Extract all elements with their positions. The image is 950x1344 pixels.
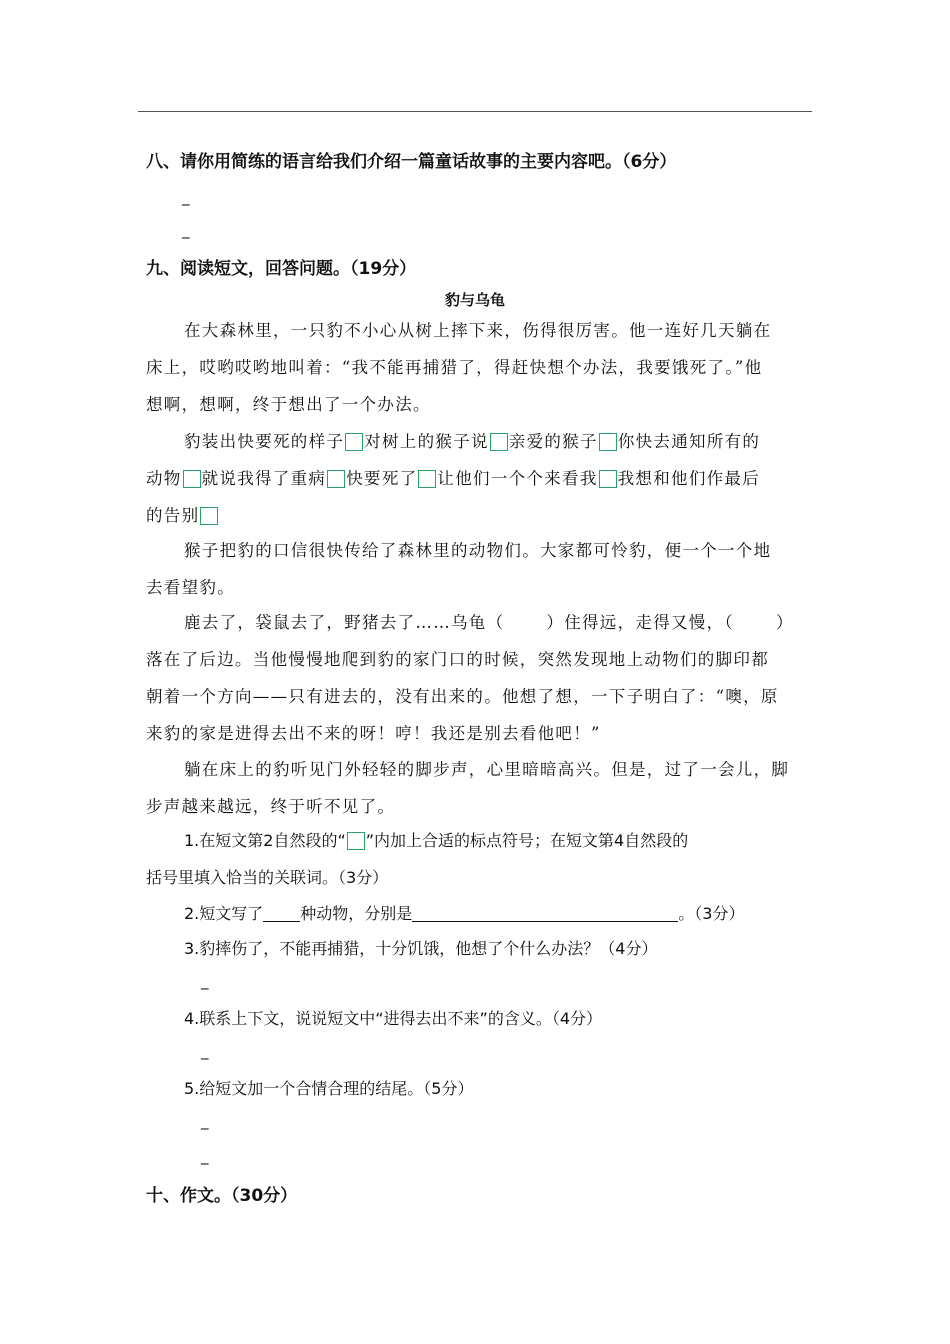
punctuation-box[interactable]: [418, 470, 436, 488]
question-text: 1.在短文第2自然段的“: [184, 831, 346, 850]
punctuation-box[interactable]: [490, 433, 508, 451]
paragraph-5-line-1: 躺在床上的豹听见门外轻轻的脚步声，心里暗暗高兴。但是，过了一会儿，脚: [184, 760, 790, 779]
question-text: ”内加上合适的标点符号；在短文第4自然段的: [365, 831, 689, 850]
punctuation-box-example: [347, 832, 365, 850]
paragraph-text: 鹿去了，袋鼠去了，野猪去了……乌龟（: [184, 613, 505, 632]
answer-line: _: [201, 972, 209, 990]
paragraph-text: 就说我得了重病: [201, 469, 327, 488]
paragraph-text: 亲爱的猴子: [508, 432, 598, 451]
answer-line: _: [201, 1112, 209, 1130]
paragraph-text: 动物: [146, 469, 182, 488]
punctuation-box[interactable]: [345, 433, 363, 451]
answer-line: _: [182, 188, 190, 206]
paragraph-1-line-3: 想啊，想啊，终于想出了一个办法。: [146, 395, 431, 414]
question-5: 5.给短文加一个合情合理的结尾。（5分）: [184, 1079, 474, 1098]
paragraph-text: 你快去通知所有的: [617, 432, 761, 451]
question-text: 2.短文写了: [184, 904, 264, 923]
question-1-line-2: 括号里填入恰当的关联词。（3分）: [146, 868, 389, 887]
punctuation-box[interactable]: [183, 470, 201, 488]
paragraph-3-line-1: 猴子把豹的口信很快传给了森林里的动物们。大家都可怜豹，便一个一个地: [184, 541, 772, 560]
paragraph-text: 对树上的猴子说: [364, 432, 489, 451]
question-4: 4.联系上下文，说说短文中“进得去出不来”的含义。（4分）: [184, 1009, 603, 1028]
punctuation-box[interactable]: [599, 433, 617, 451]
answer-line: _: [201, 1147, 209, 1165]
paragraph-1-line-1: 在大森林里，一只豹不小心从树上摔下来，伤得很厉害。他一连好几天躺在: [184, 321, 772, 340]
paragraph-2-line-1: [184, 423, 760, 460]
question-1-line-1: [184, 828, 688, 851]
paragraph-1-line-2: 床上，哎哟哎哟地叫着：“我不能再捕猎了，得赶快想个办法，我要饿死了。”他: [146, 358, 763, 377]
question-text: 种动物，分别是: [300, 904, 413, 923]
paragraph-text: 快要死了: [346, 469, 418, 488]
header-rule: [138, 111, 812, 112]
paragraph-4-line-4: 来豹的家是进得去出不来的呀！哼！我还是别去看他吧！”: [146, 724, 601, 743]
paragraph-text: ）住得远，走得又慢，（: [546, 613, 734, 632]
question-2: [184, 901, 744, 924]
paragraph-text: 的告别: [146, 506, 200, 525]
punctuation-box[interactable]: [599, 470, 617, 488]
answer-blank-animals[interactable]: [412, 906, 678, 922]
section-9-heading: 九、阅读短文，回答问题。（19分）: [146, 259, 417, 279]
paragraph-2-line-3: [146, 497, 219, 534]
paragraph-text: 我想和他们作最后: [617, 469, 761, 488]
question-text: 。（3分）: [678, 904, 745, 923]
answer-line: _: [201, 1042, 209, 1060]
answer-blank-count[interactable]: [263, 906, 300, 922]
paragraph-3-line-2: 去看望豹。: [146, 578, 235, 597]
paragraph-4-line-3: 朝着一个方向——只有进去的，没有出来的。他想了想，一下子明白了：“噢，原: [146, 687, 779, 706]
punctuation-box[interactable]: [327, 470, 345, 488]
paragraph-2-line-2: [146, 460, 760, 497]
passage-title: 豹与乌龟: [444, 291, 505, 309]
answer-line: _: [182, 221, 190, 239]
section-8-heading: 八、请你用简练的语言给我们介绍一篇童话故事的主要内容吧。（6分）: [146, 152, 677, 172]
paragraph-4-line-2: 落在了后边。当他慢慢地爬到豹的家门口的时候，突然发现地上动物们的脚印都: [146, 650, 769, 669]
punctuation-box[interactable]: [200, 507, 218, 525]
paragraph-text: ）: [775, 613, 794, 632]
section-10-heading: 十、作文。（30分）: [146, 1186, 298, 1206]
paragraph-4-line-1: [184, 604, 794, 641]
paragraph-text: 让他们一个个来看我: [437, 469, 598, 488]
paragraph-5-line-2: 步声越来越远，终于听不见了。: [146, 797, 396, 816]
paragraph-text: 豹装出快要死的样子: [184, 432, 345, 451]
question-3: 3.豹摔伤了，不能再捕猎，十分饥饿，他想了个什么办法？（4分）: [184, 939, 658, 958]
